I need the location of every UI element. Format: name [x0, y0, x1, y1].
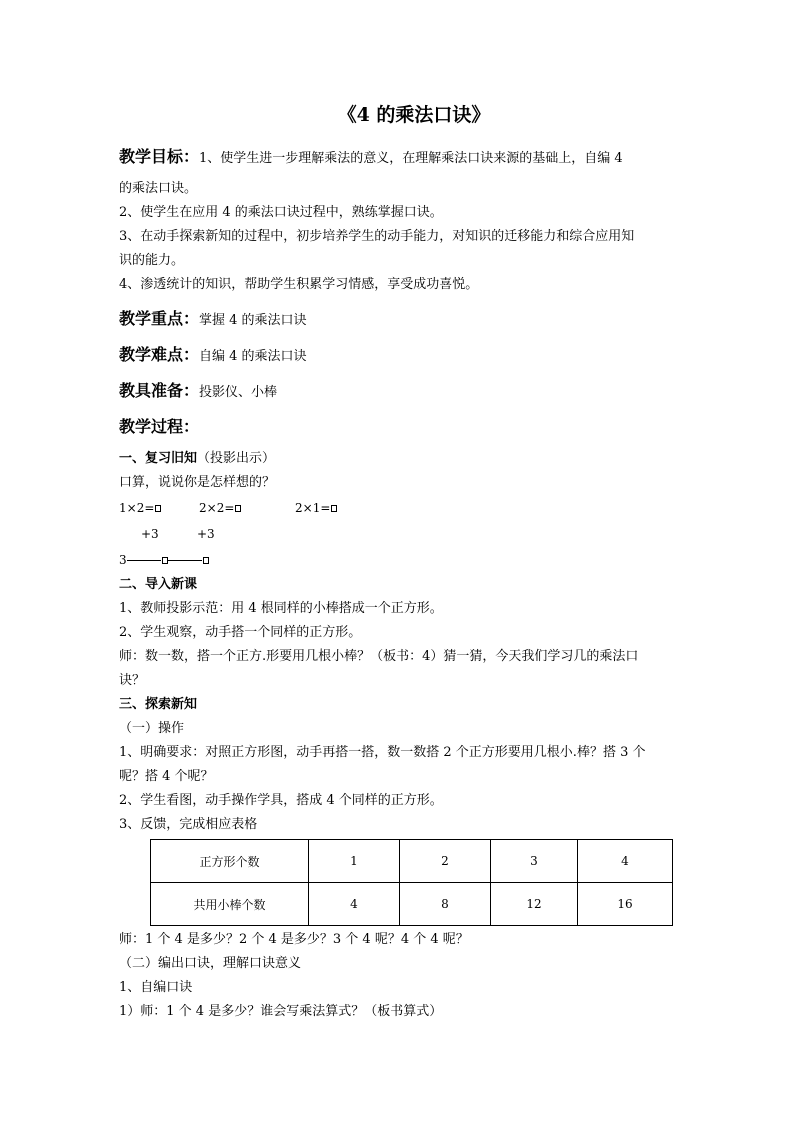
intro-line-1: 1、教师投影示范：用 4 根同样的小棒搭成一个正方形。 — [119, 601, 443, 616]
table-row — [151, 840, 673, 883]
key-point-heading: 教学重点： — [119, 309, 200, 328]
table-cell: 共用小棒个数 — [151, 883, 309, 926]
page-title: 《4 的乘法口诀》 — [337, 104, 491, 126]
chain-line-icon — [127, 560, 161, 561]
process — [119, 415, 679, 441]
difficulty — [119, 343, 679, 369]
explore-heading: 三、探索新知 — [119, 697, 198, 712]
table-cell: 正方形个数 — [151, 840, 309, 883]
expr-2: 2×2= — [199, 495, 241, 521]
explore-sub-2: （二）编出口诀，理解口诀意义 — [119, 956, 302, 971]
review-chain — [119, 547, 679, 573]
key-point-text: 掌握 4 的乘法口诀 — [199, 313, 307, 328]
explore-sub-2-line-2: 1）师：1 个 4 是多少？谁会写乘法算式？（板书算式） — [119, 1004, 443, 1019]
explore-line-2: 2、学生看图，动手操作学具，搭成 4 个同样的正方形。 — [119, 793, 443, 808]
answer-box-icon — [235, 505, 241, 512]
tools-heading: 教具准备： — [119, 381, 200, 400]
tools — [119, 379, 679, 405]
review-prompt: 口算，说说你是怎样想的？ — [119, 475, 276, 490]
table-cell: 12 — [491, 883, 578, 926]
table-cell: 3 — [491, 840, 578, 883]
stick-count-table — [150, 839, 673, 926]
objective-4: 4、渗透统计的知识，帮助学生积累学习情感，享受成功喜悦。 — [119, 277, 479, 292]
objectives-first-line — [119, 145, 679, 171]
table-cell: 4 — [578, 840, 673, 883]
table-cell: 16 — [578, 883, 673, 926]
expr-3: 2×1= — [295, 495, 337, 521]
explore-line-1-continued: 呢？搭 4 个呢？ — [119, 769, 214, 784]
objective-1: 1、使学生进一步理解乘法的意义，在理解乘法口诀来源的基础上，自编 4 — [199, 151, 623, 166]
intro-heading: 二、导入新课 — [119, 577, 198, 592]
process-heading: 教学过程： — [119, 417, 200, 436]
review-heading-note: （投影出示） — [197, 451, 276, 466]
difficulty-heading: 教学难点： — [119, 345, 200, 364]
explore-sub-1: （一）操作 — [119, 721, 185, 736]
table-cell: 4 — [309, 883, 400, 926]
table-cell: 2 — [400, 840, 491, 883]
table-cell: 8 — [400, 883, 491, 926]
key-point — [119, 307, 679, 333]
after-table: 师：1 个 4 是多少？2 个 4 是多少？3 个 4 呢？4 个 4 呢？ — [119, 932, 469, 947]
objective-2: 2、使学生在应用 4 的乘法口诀过程中，熟练掌握口诀。 — [119, 205, 443, 220]
objective-1-continued: 的乘法口诀。 — [119, 181, 198, 196]
intro-line-2: 2、学生观察，动手搭一个同样的正方形。 — [119, 625, 362, 640]
chain: 3 — [119, 547, 209, 573]
review-increments — [119, 521, 679, 547]
answer-box-icon — [203, 557, 209, 564]
difficulty-text: 自编 4 的乘法口诀 — [199, 349, 307, 364]
intro-line-3: 师：数一数，搭一个正方.形要用几根小棒？（板书：4）猜一猜，今天我们学习几的乘法口 — [119, 649, 639, 664]
review-heading: 一、复习旧知 — [119, 451, 198, 466]
answer-box-icon — [155, 505, 161, 512]
plus-1: +3 — [141, 527, 159, 541]
objectives-heading: 教学目标： — [119, 147, 200, 166]
tools-text: 投影仪、小棒 — [199, 385, 278, 400]
document-body — [119, 100, 679, 1024]
objective-3: 3、在动手探索新知的过程中，初步培养学生的动手能力，对知识的迁移能力和综合应用知 — [119, 229, 635, 244]
plus-2: +3 — [197, 527, 215, 541]
explore-line-3: 3、反馈，完成相应表格 — [119, 817, 258, 832]
table-cell: 1 — [309, 840, 400, 883]
review-heading-line — [119, 447, 679, 471]
intro-line-3-continued: 诀？ — [119, 673, 146, 688]
chain-line-icon — [168, 560, 202, 561]
expr-1: 1×2= — [119, 495, 161, 521]
objective-3-continued: 识的能力。 — [119, 253, 185, 268]
explore-line-1: 1、明确要求：对照正方形图，动手再搭一搭，数一数搭 2 个正方形要用几根小.棒？搭 3 个 — [119, 745, 646, 760]
explore-sub-2-line-1: 1、自编口诀 — [119, 980, 193, 995]
answer-box-icon — [331, 505, 337, 512]
table-row — [151, 883, 673, 926]
review-expressions — [119, 495, 679, 521]
